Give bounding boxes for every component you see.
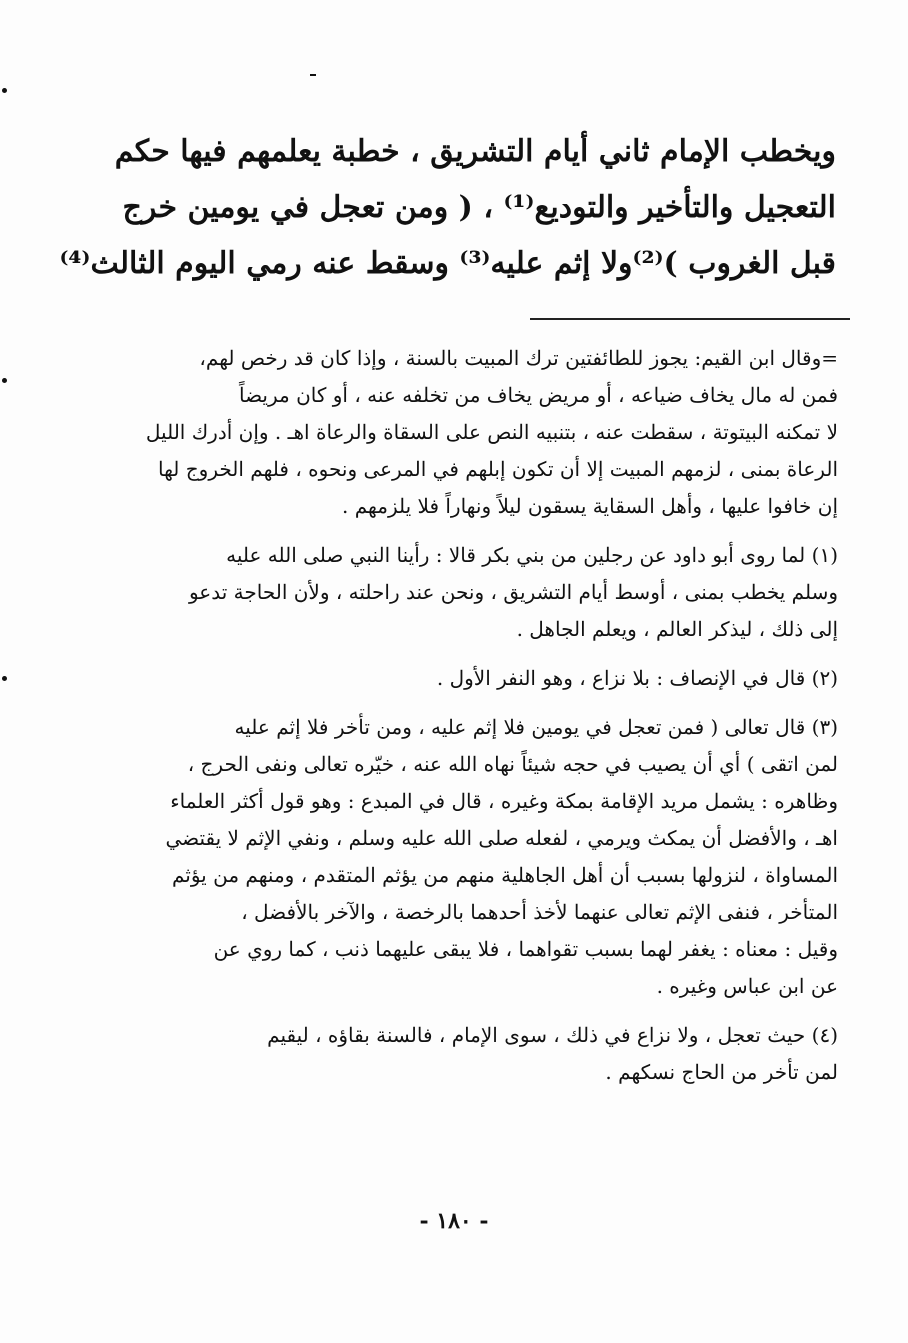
scan-speck — [2, 88, 7, 93]
footnote-divider — [530, 318, 850, 320]
footnote-line: (١) لما روى أبو داود عن رجلين من بني بكر قالا : رأينا النبي صلى الله عليه — [226, 543, 838, 567]
scan-speck — [2, 676, 7, 681]
main-text-line: قبل الغروب )⁽²⁾ولا إثم عليه⁽³⁾ وسقط عنه رمي اليوم الثالث⁽⁴⁾ — [59, 246, 836, 281]
main-text-line: ويخطب الإمام ثاني أيام التشريق ، خطبة يعلمهم فيها حكم — [114, 134, 836, 169]
footnote-line: لمن تأخر من الحاج نسكهم . — [605, 1060, 838, 1084]
footnote-line: إن خافوا عليها ، وأهل السقاية يسقون ليلاً ونهاراً فلا يلزمهم . — [341, 494, 838, 518]
footnote-line: فمن له مال يخاف ضياعه ، أو مريض يخاف من تخلفه عنه ، أو كان مريضاً — [238, 383, 838, 407]
footnote-line: (٢) قال في الإنصاف : بلا نزاع ، وهو النفر الأول . — [436, 666, 838, 690]
footnote-line: لا تمكنه البيتوتة ، سقطت عنه ، بتنبيه النص على السقاة والرعاة اهـ . وإن أدرك الليل — [145, 420, 838, 444]
footnote-continuation — [112, 340, 838, 525]
footnote-line: الرعاة بمنى ، لزمهم المبيت إلا أن تكون إبلهم في المرعى ونحوه ، فلهم الخروج لها — [157, 457, 838, 481]
footnote-line: وسلم يخطب بمنى ، أوسط أيام التشريق ، ونحن عند راحلته ، ولأن الحاجة تدعو — [188, 580, 838, 604]
footnote-line: المتأخر ، فنفى الإثم تعالى عنهما لأخذ أحدهما بالرخصة ، والآخر بالأفضل ، — [241, 900, 838, 924]
footnote-line: وظاهره : يشمل مريد الإقامة بمكة وغيره ، قال في المبدع : وهو قول أكثر العلماء — [170, 789, 838, 813]
page-number: - ١٨٠ - — [419, 1208, 489, 1234]
footnote-2 — [112, 660, 838, 697]
footnote-line: المساواة ، لنزولها بسبب أن أهل الجاهلية منهم من يؤثم المتقدم ، ومنهم من يؤثم — [171, 863, 838, 887]
footnote-1 — [112, 537, 838, 648]
footnote-line: إلى ذلك ، ليذكر العالم ، ويعلم الجاهل . — [516, 617, 838, 641]
footnote-line: وقيل : معناه : يغفر لهما بسبب تقواهما ، فلا يبقى عليهما ذنب ، كما روي عن — [213, 937, 838, 961]
footnote-line: عن ابن عباس وغيره . — [656, 974, 838, 998]
main-text — [59, 124, 836, 292]
footnote-line: =وقال ابن القيم: يجوز للطائفتين ترك المبيت بالسنة ، وإذا كان قد رخص لهم، — [199, 346, 838, 370]
footnote-3 — [112, 709, 838, 1005]
footnote-line: لمن اتقى ) أي أن يصيب في حجه شيئاً نهاه الله عنه ، خيّره تعالى ونفى الحرج ، — [187, 752, 838, 776]
scan-speck — [2, 378, 7, 383]
footnote-line: اهـ ، والأفضل أن يمكث ويرمي ، لفعله صلى الله عليه وسلم ، ونفي الإثم لا يقتضي — [165, 826, 838, 850]
footnote-line: (٣) قال تعالى ( فمن تعجل في يومين فلا إثم عليه ، ومن تأخر فلا إثم عليه — [234, 715, 838, 739]
scan-speck — [310, 74, 316, 76]
footnote-4 — [112, 1017, 838, 1091]
footnotes-section — [112, 340, 838, 1103]
footnote-line: (٤) حيث تعجل ، ولا نزاع في ذلك ، سوى الإمام ، فالسنة بقاؤه ، ليقيم — [267, 1023, 838, 1047]
main-text-line: التعجيل والتأخير والتوديع⁽¹⁾ ، ( ومن تعجل في يومين خرج — [122, 190, 836, 225]
